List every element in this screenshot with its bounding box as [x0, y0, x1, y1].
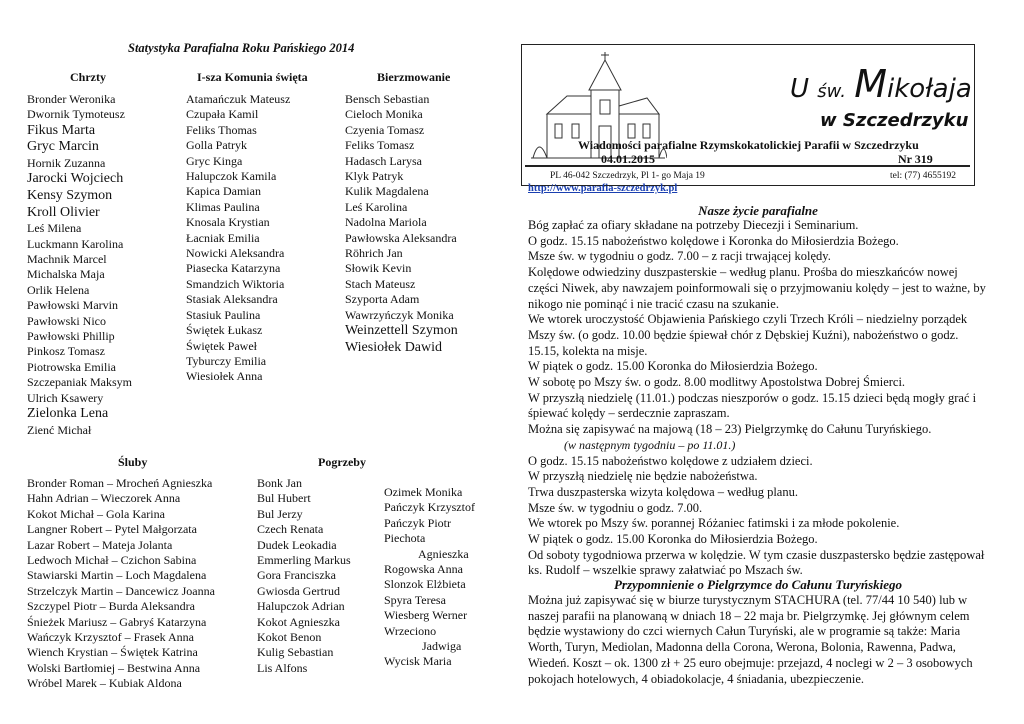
list-item: Wrzeciono [384, 623, 437, 638]
paragraph: Kolędowe odwiedziny duszpasterskie – według planu. Prośba do mieszkańców nowej części Niwek, aby nawzajem poinformowali się o przyjmowaniu kolędy – jest to ważne, by nikogo nie pominąć i nie tracić czasu na szukanie. [528, 265, 986, 311]
list-item: Szczypel Piotr – Burda Aleksandra [27, 599, 195, 614]
list-item: Słowik Kevin [345, 261, 412, 276]
list-item: Leś Milena [27, 221, 82, 236]
list-item: Wiench Krystian – Świętek Katrina [27, 645, 198, 660]
list-item: Kokot Michał – Gola Karina [27, 506, 165, 521]
list-item: Bonk Jan [257, 476, 302, 490]
chrzty-list [27, 92, 132, 438]
list-item: Kulik Magdalena [345, 184, 429, 199]
masthead-location: w Szczedrzyku [820, 110, 969, 131]
list-item: Pańczyk Piotr [384, 515, 451, 530]
list-item: Tyburczy Emilia [186, 353, 267, 368]
list-item: Röhrich Jan [345, 246, 403, 261]
komunia-heading: I-sza Komunia święta [197, 70, 308, 84]
list-item: Michalska Maja [27, 267, 105, 282]
issue-date: 04.01.2015 [601, 152, 655, 166]
list-item: Stasiuk Paulina [186, 307, 261, 322]
list-item: Stasiak Aleksandra [186, 292, 278, 307]
paragraph: We wtorek uroczystość Objawienia Pańskiego czyli Trzech Króli – niedzielny porządek Mszy św. (o godz. 10.00 będzie śpiewał chór z Dębskiej Kuźni), nabożeństwo o godz. 15.15, kolekta na misje. [528, 312, 968, 358]
list-item: Pinkosz Tomasz [27, 344, 105, 359]
paragraph: W przyszłą niedzielę nie będzie nabożeństwa. [528, 469, 758, 484]
list-item: Szczepaniak Maksym [27, 375, 132, 390]
masthead-title: U św. Mikołaja [790, 62, 972, 106]
list-item: Czyenia Tomasz [345, 122, 425, 137]
list-item: Luckmann Karolina [27, 236, 124, 251]
list-item: Kokot Benon [257, 630, 322, 645]
parish-address: PL 46-042 Szczedrzyk, Pl 1- go Maja 19 [550, 171, 705, 181]
paragraph: Można się zapisywać na majową (18 – 23) Pielgrzymkę do Całunu Turyńskiego. [528, 422, 932, 437]
paragraph: W piątek o godz. 15.00 Koronka do Miłosierdzia Bożego. [528, 359, 818, 374]
paragraph: O godz. 15.15 nabożeństwo kolędowe i Koronka do Miłosierdzia Bożego. [528, 233, 899, 248]
sluby-heading: Śluby [118, 455, 148, 469]
pogrzeby-heading: Pogrzeby [318, 455, 366, 469]
list-item: Świętek Łukasz [186, 323, 263, 338]
section-pilgrimage-text: Można już zapisywać się w biurze turystycznym STACHURA (tel. 77/44 10 540) lub w naszej parafii na planowaną w dniach 18 – 22 maja br. Pielgrzymkę. Jej głównym celem będzie wystawiony do czci wiernych Całun Turyński, ale w programie są także: Maria Worth, Turyn, Mediolan, Madonna della Corona, Werona, Bolonia, Rawenna, Padwa, Wiedeń. Koszt – ok. 1300 zł + 25 euro obejmuje: przejazd, 4 noclegi w 2 – 3 osobowych pokojach hotelowych, 4 obiadokolacje, 4 śniadania, ubezpieczenie. [528, 593, 973, 686]
list-item: Agnieszka [418, 546, 469, 561]
section-parish-life-text [528, 218, 988, 579]
list-item: Gwiosda Gertrud [257, 583, 340, 598]
list-item: Ledwoch Michał – Czichon Sabina [27, 553, 197, 568]
paragraph: Bóg zapłać za ofiary składane na potrzeby Diecezji i Seminarium. [528, 218, 859, 232]
list-item: Wiesiołek Dawid [345, 339, 443, 355]
list-item: Halupczok Adrian [257, 599, 345, 614]
list-item: Gryc Marcin [27, 139, 99, 155]
list-item: Wycisk Maria [384, 654, 452, 669]
list-item: Ozimek Monika [384, 485, 463, 499]
list-item: Świętek Paweł [186, 338, 257, 353]
list-item: Fikus Marta [27, 122, 96, 138]
list-item: Wawrzyńczyk Monika [345, 307, 454, 322]
issue-number: Nr 319 [898, 152, 933, 166]
list-item: Jarocki Wojciech [27, 171, 124, 187]
list-item: Slonzok Elżbieta [384, 577, 466, 592]
list-item: Spyra Teresa [384, 592, 446, 607]
list-item: Feliks Thomas [186, 122, 257, 137]
list-item: Wańczyk Krzysztof – Frasek Anna [27, 630, 194, 645]
paragraph: We wtorek po Mszy św. porannej Różaniec fatimski i za młode pokolenie. [528, 516, 900, 531]
paragraph: Msze św. w tygodniu o godz. 7.00. [528, 500, 703, 515]
list-item: Wiesberg Werner [384, 608, 468, 623]
list-item: Klimas Paulina [186, 199, 260, 214]
list-item: Lis Alfons [257, 660, 308, 675]
list-item: Pawłowski Nico [27, 313, 106, 328]
list-item: Knosala Krystian [186, 215, 270, 230]
list-item: Strzelczyk Martin – Dancewicz Joanna [27, 583, 215, 598]
list-item: Gora Franciszka [257, 568, 336, 583]
list-item: Gryc Kinga [186, 153, 243, 168]
list-item: Hahn Adrian – Wieczorek Anna [27, 491, 181, 506]
sluby-list [27, 476, 215, 692]
list-item: Rogowska Anna [384, 562, 463, 577]
paragraph: W piątek o godz. 15.00 Koronka do Miłosierdzia Bożego. [528, 532, 818, 547]
list-item: Dwornik Tymoteusz [27, 107, 125, 122]
list-item: Czech Renata [257, 522, 324, 537]
list-item: Stach Mateusz [345, 276, 416, 291]
masthead-subtitle: Wiadomości parafialne Rzymskokatolickiej Parafii w Szczedrzyku [578, 138, 919, 152]
list-item: Łacniak Emilia [186, 230, 260, 245]
list-item: Orlik Helena [27, 282, 90, 297]
pogrzeby-list-2 [384, 485, 475, 670]
bierzmowanie-list [345, 92, 458, 356]
list-item: Pawłowska Aleksandra [345, 230, 457, 245]
section-parish-life-title: Nasze życie parafialne [698, 203, 818, 218]
komunia-list [186, 92, 290, 385]
list-item: Kulig Sebastian [257, 645, 334, 660]
list-item: Weinzettell Szymon [345, 323, 458, 339]
list-item: Halupczok Kamila [186, 169, 277, 184]
paragraph: (w następnym tygodniu – po 11.01.) [564, 437, 736, 452]
list-item: Czupała Kamil [186, 107, 259, 122]
masthead-divider [525, 165, 970, 167]
list-item: Kensy Szymon [27, 188, 113, 203]
list-item: Ulrich Ksawery [27, 390, 104, 405]
list-item: Wiesiołek Anna [186, 369, 263, 384]
list-item: Jadwiga [422, 639, 462, 654]
chrzty-heading: Chrzty [70, 70, 106, 84]
parish-phone: tel: (77) 4655192 [890, 171, 956, 181]
list-item: Nadolna Mariola [345, 215, 427, 230]
list-item: Kroll Olivier [27, 204, 100, 220]
paragraph: W sobotę po Mszy św. o godz. 8.00 modlitwy Apostolstwa Dobrej Śmierci. [528, 375, 906, 390]
list-item: Bronder Weronika [27, 92, 116, 106]
list-item: Zienć Michał [27, 422, 92, 437]
parish-website-link[interactable]: http://www.parafia-szczedrzyk.pl [528, 183, 678, 194]
list-item: Piechota [384, 531, 426, 546]
list-item: Bensch Sebastian [345, 92, 430, 106]
paragraph: W przyszłą niedzielę (11.01.) podczas nieszporów o godz. 15.15 dzieci będą mogły grać i śpiewać kolędy – serdecznie zapraszam. [528, 390, 977, 421]
list-item: Leś Karolina [345, 199, 408, 214]
list-item: Bronder Roman – Mrocheń Agnieszka [27, 476, 213, 490]
list-item: Bul Hubert [257, 491, 311, 506]
bierzmowanie-heading: Bierzmowanie [377, 70, 451, 84]
list-item: Pawłowski Marvin [27, 298, 118, 313]
list-item: Smandzich Wiktoria [186, 276, 285, 291]
list-item: Piasecka Katarzyna [186, 261, 281, 276]
paragraph: Trwa duszpasterska wizyta kolędowa – według planu. [528, 484, 798, 499]
list-item: Zielonka Lena [27, 406, 109, 422]
list-item: Langner Robert – Pytel Małgorzata [27, 522, 197, 537]
paragraph: O godz. 15.15 nabożeństwo kolędowe z udziałem dzieci. [528, 453, 813, 468]
paragraph: Od soboty tygodniowa przerwa w kolędzie. W tym czasie duszpastersko będzie zastępował ks. Rudolf – wszelkie sprawy załatwiać po Mszach św. [528, 547, 985, 578]
list-item: Pańczyk Krzysztof [384, 500, 475, 515]
list-item: Dudek Leokadia [257, 537, 337, 552]
list-item: Wróbel Marek – Kubiak Aldona [27, 676, 182, 691]
list-item: Emmerling Markus [257, 553, 351, 568]
list-item: Kapica Damian [186, 184, 261, 199]
list-item: Wolski Bartłomiej – Bestwina Anna [27, 660, 201, 675]
section-pilgrimage-title: Przypomnienie o Pielgrzymce do Całunu Turyńskiego [613, 577, 903, 592]
list-item: Stawiarski Martin – Loch Magdalena [27, 568, 207, 583]
list-item: Śnieżek Mariusz – Gabryś Katarzyna [27, 614, 207, 629]
list-item: Szyporta Adam [345, 292, 420, 307]
list-item: Bul Jerzy [257, 506, 303, 521]
list-item: Klyk Patryk [345, 169, 404, 184]
paragraph: Msze św. w tygodniu o godz. 7.00 – z racji trwającej kolędy. [528, 249, 831, 264]
pogrzeby-list-1 [257, 476, 351, 676]
list-item: Piotrowska Emilia [27, 359, 116, 374]
list-item: Atamańczuk Mateusz [186, 92, 291, 106]
list-item: Nowicki Aleksandra [186, 246, 285, 261]
list-item: Golla Patryk [186, 138, 247, 153]
list-item: Lazar Robert – Mateja Jolanta [27, 537, 173, 552]
list-item: Pawłowski Phillip [27, 329, 115, 344]
list-item: Hornik Zuzanna [27, 156, 106, 170]
list-item: Feliks Tomasz [345, 138, 415, 153]
list-item: Machnik Marcel [27, 252, 107, 266]
list-item: Hadasch Larysa [345, 153, 422, 168]
list-item: Cieloch Monika [345, 107, 423, 122]
page-title: Statystyka Parafialna Roku Pańskiego 2014 [128, 41, 355, 55]
list-item: Kokot Agnieszka [257, 614, 340, 629]
